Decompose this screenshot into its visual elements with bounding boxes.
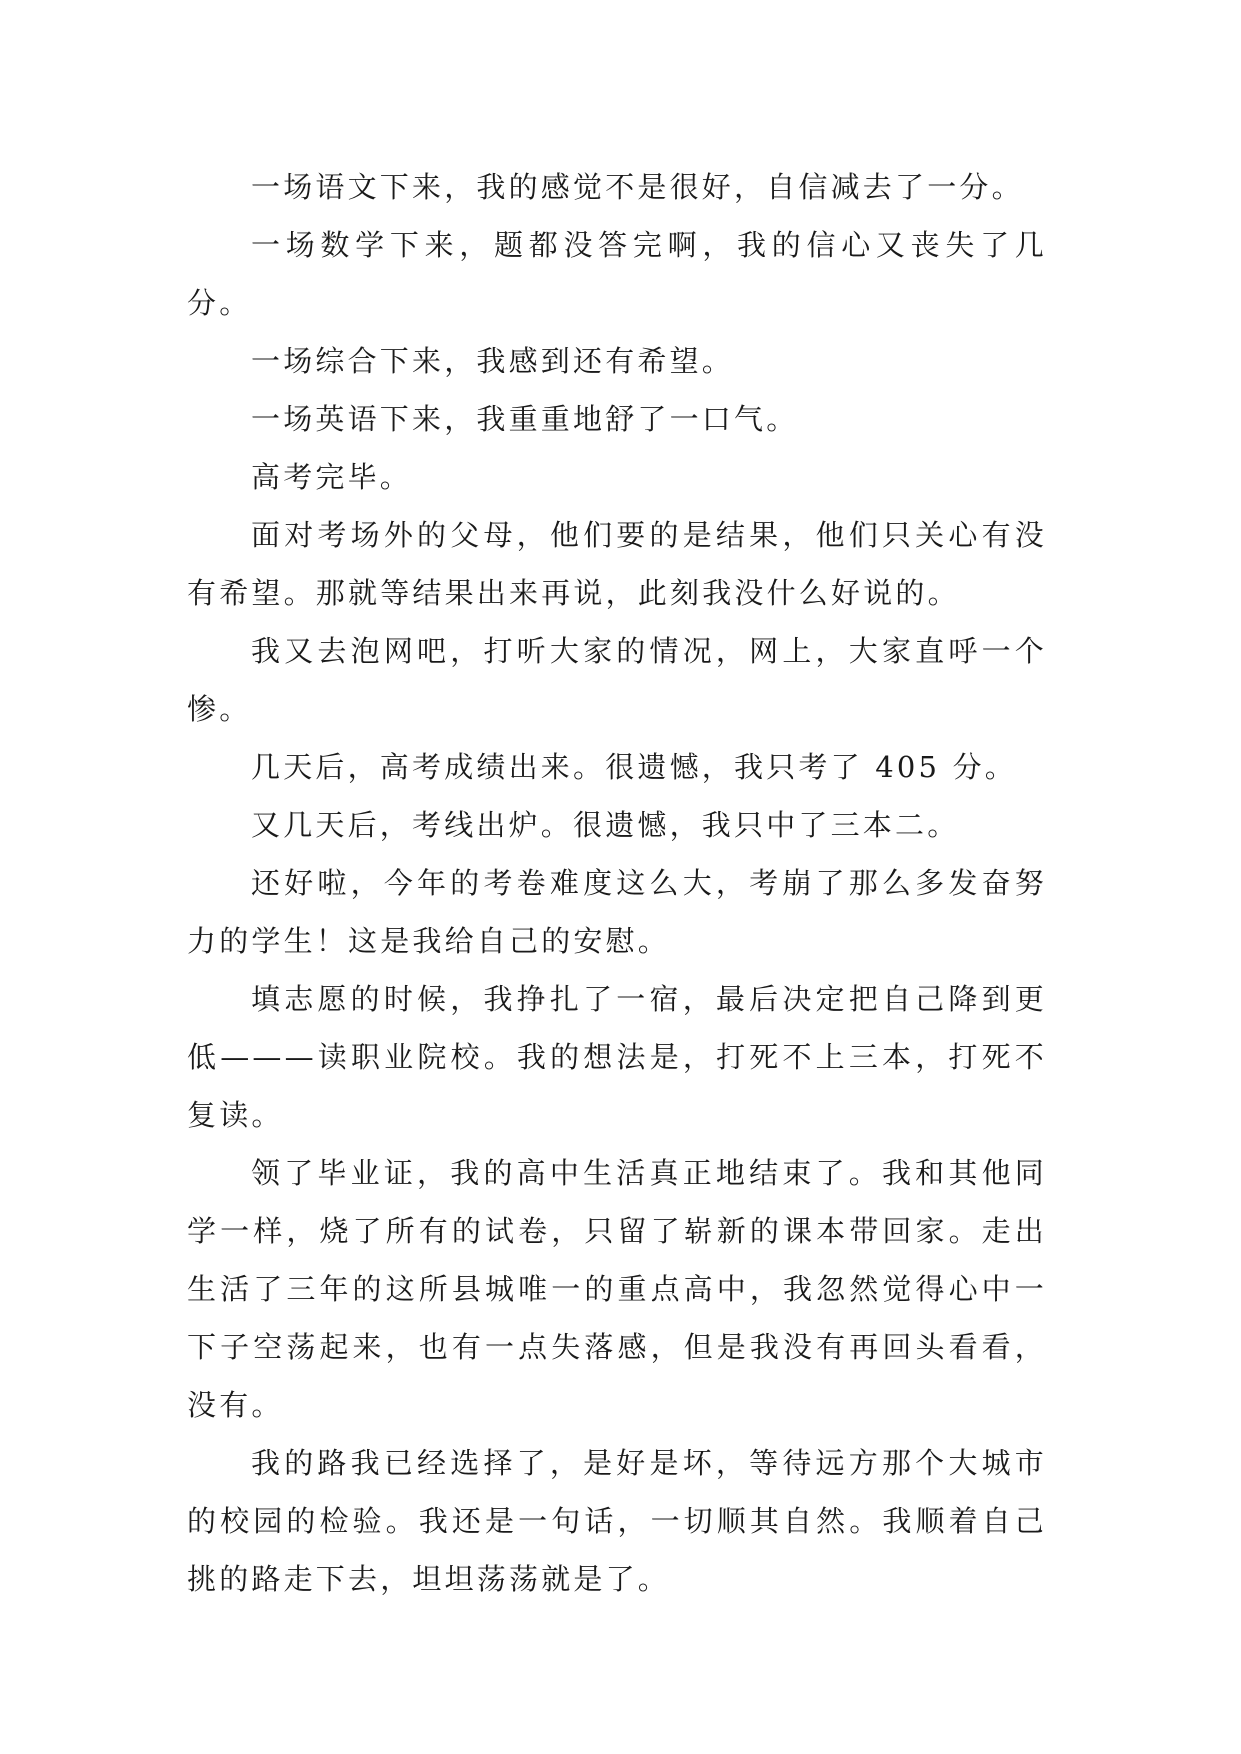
paragraph-2: 一场数学下来，题都没答完啊，我的信心又丧失了几分。 bbox=[187, 228, 1047, 320]
paragraph-11: 填志愿的时候，我挣扎了一宿，最后决定把自己降到更低———读职业院校。我的想法是，打死不上三本，打死不复读。 bbox=[187, 982, 1047, 1132]
paragraph-4: 一场英语下来，我重重地舒了一口气。 bbox=[251, 402, 799, 436]
paragraph-12: 领了毕业证，我的高中生活真正地结束了。我和其他同学一样，烧了所有的试卷，只留了崭新的课本带回家。走出生活了三年的这所县城唯一的重点高中，我忽然觉得心中一下子空荡起来，也有一点失落感，但是我没有再回头看看，没有。 bbox=[187, 1156, 1047, 1422]
paragraph-3: 一场综合下来，我感到还有希望。 bbox=[251, 344, 735, 378]
paragraph-5: 高考完毕。 bbox=[251, 460, 413, 494]
paragraph-13: 我的路我已经选择了，是好是坏，等待远方那个大城市的校园的检验。我还是一句话，一切顺其自然。我顺着自己挑的路走下去，坦坦荡荡就是了。 bbox=[187, 1446, 1047, 1596]
paragraph-8: 几天后，高考成绩出来。很遗憾，我只考了 405 分。 bbox=[251, 750, 1017, 784]
document-body bbox=[187, 158, 1047, 1608]
paragraph-7: 我又去泡网吧，打听大家的情况，网上，大家直呼一个惨。 bbox=[187, 634, 1047, 726]
paragraph-1: 一场语文下来，我的感觉不是很好，自信减去了一分。 bbox=[251, 170, 1024, 204]
paragraph-9: 又几天后，考线出炉。很遗憾，我只中了三本二。 bbox=[251, 808, 960, 842]
paragraph-10: 还好啦，今年的考卷难度这么大，考崩了那么多发奋努力的学生！这是我给自己的安慰。 bbox=[187, 866, 1047, 958]
paragraph-6: 面对考场外的父母，他们要的是结果，他们只关心有没有希望。那就等结果出来再说，此刻我没什么好说的。 bbox=[187, 518, 1047, 610]
